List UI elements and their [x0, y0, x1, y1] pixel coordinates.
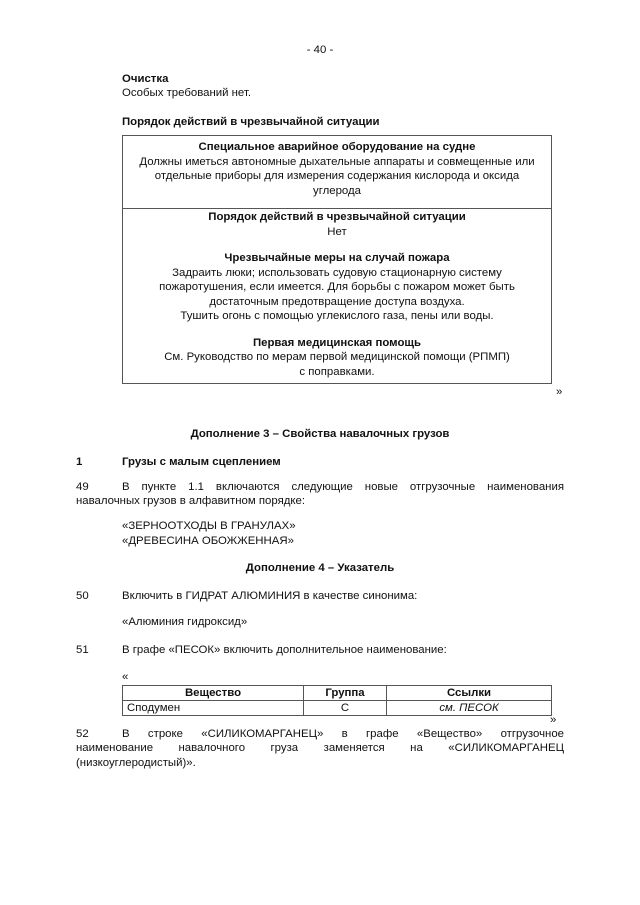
close-quote: »	[550, 714, 557, 726]
appendix4-title: Дополнение 4 – Указатель	[245, 562, 395, 574]
equipment-line: отдельные приборы для измерения содержания кислорода и оксида	[154, 170, 520, 182]
table-cell: C	[304, 701, 387, 716]
fire-line: пожаротушения, если имеется. Для борьбы с пожаром может быть	[159, 281, 515, 293]
entry-drevesina: «ДРЕВЕСИНА ОБОЖЖЕННАЯ»	[122, 535, 294, 547]
emergency-heading: Порядок действий в чрезвычайной ситуации	[122, 116, 380, 128]
entry-zernootkhody: «ЗЕРНООТХОДЫ В ГРАНУЛАХ»	[122, 520, 296, 532]
cleaning-heading: Очистка	[122, 73, 169, 85]
table-cell: см. ПЕСОК	[387, 701, 552, 716]
equipment-line: углерода	[313, 184, 361, 197]
close-quote: »	[556, 386, 563, 398]
reference-table	[122, 685, 552, 716]
table-cell: Сподумен	[123, 701, 304, 716]
item-number-52: 52	[76, 728, 89, 740]
table-header: Ссылки	[387, 686, 552, 701]
item52-line2: наименование навалочного груза заменяется на «СИЛИКОМАРГАНЕЦ	[76, 742, 564, 754]
table-row	[123, 701, 552, 716]
procedures-box	[122, 208, 552, 384]
medical-line: с поправками.	[299, 365, 375, 378]
equipment-box	[122, 135, 552, 208]
equipment-title: Специальное аварийное оборудование на судне	[198, 141, 476, 153]
item50-entry: «Алюминия гидроксид»	[122, 616, 248, 628]
appendix3-title: Дополнение 3 – Свойства навалочных грузов	[190, 428, 450, 440]
item49-line2: навалочных грузов в алфавитном порядке:	[76, 495, 306, 507]
equipment-line: Должны иметься автономные дыхательные аппараты и совмещенные или	[139, 155, 535, 168]
item-number-49: 49	[76, 481, 89, 493]
item52-line1: В строке «СИЛИКОМАРГАНЕЦ» в графе «Вещество» отгрузочное	[122, 728, 564, 740]
item-number-51: 51	[76, 644, 89, 656]
open-quote: «	[122, 671, 129, 683]
table-header: Вещество	[123, 686, 304, 701]
procedures-text: Нет	[327, 225, 347, 238]
item49-line1: В пункте 1.1 включаются следующие новые отгрузочные наименования	[122, 481, 564, 493]
section-number: 1	[76, 456, 83, 468]
section-title: Грузы с малым сцеплением	[122, 456, 281, 468]
fire-line: Задраить люки; использовать судовую стационарную систему	[172, 266, 502, 279]
item-number-50: 50	[76, 590, 89, 602]
procedures-title: Порядок действий в чрезвычайной ситуации	[208, 211, 466, 223]
fire-line: достаточным предотвращение доступа воздуха.	[209, 295, 465, 308]
cleaning-text: Особых требований нет.	[122, 87, 252, 99]
table-header: Группа	[304, 686, 387, 701]
medical-line: См. Руководство по мерам первой медицинской помощи (РПМП)	[164, 351, 510, 363]
item52-line3: (низкоуглеродистый)».	[76, 757, 196, 769]
page-number: - 40 -	[306, 44, 334, 56]
fire-title: Чрезвычайные меры на случай пожара	[224, 252, 450, 264]
table-header-row	[123, 686, 552, 701]
fire-line: Тушить огонь с помощью углекислого газа, пены или воды.	[180, 310, 494, 322]
item51-text: В графе «ПЕСОК» включить дополнительное наименование:	[122, 644, 447, 656]
medical-title: Первая медицинская помощь	[252, 336, 422, 349]
item50-text: Включить в ГИДРАТ АЛЮМИНИЯ в качестве синонима:	[122, 590, 418, 602]
